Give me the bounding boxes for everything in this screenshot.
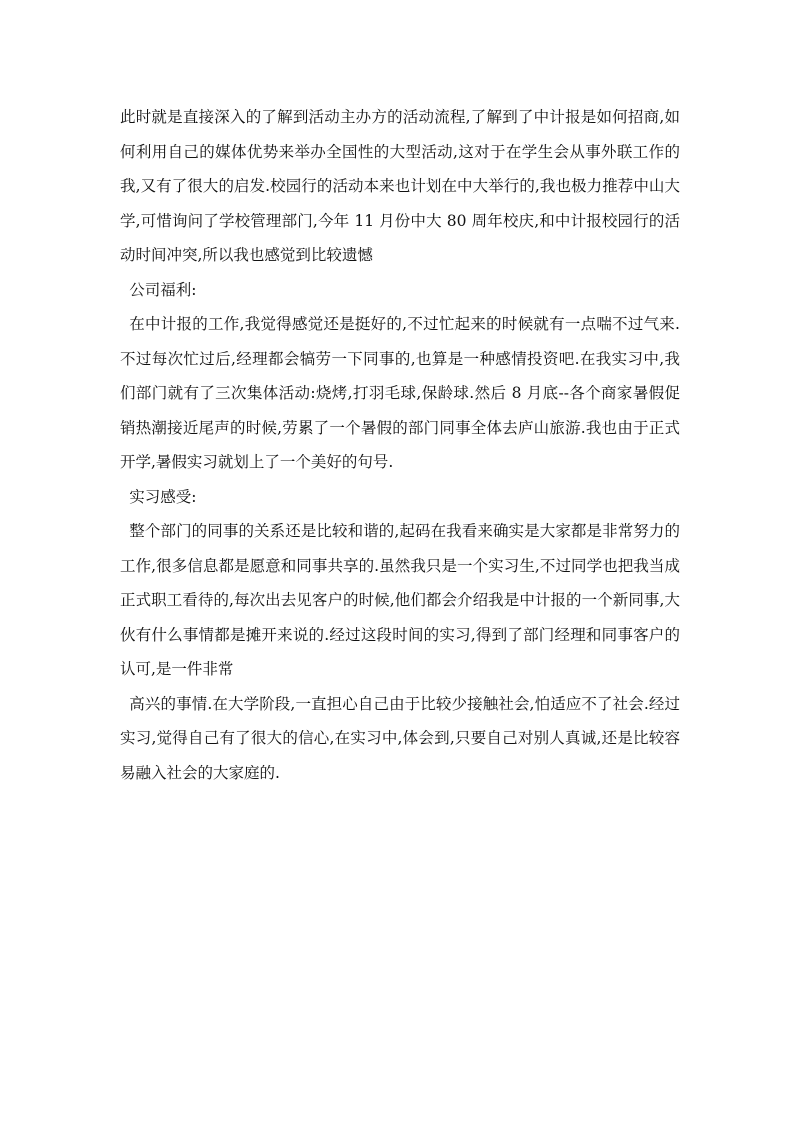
paragraph-intro: 此时就是直接深入的了解到活动主办方的活动流程,了解到了中计报是如何招商,如何利用自己的媒体优势来举办全国性的大型活动,这对于在学生会从事外联工作的我,又有了很大的启发.校园行的活动本来也计划在中大举行的,我也极力推荐中山大学,可惜询问了学校管理部门,今年 11 月份中大 80 周年校庆,和中计报校园行的活动时间冲突,所以我也感觉到比较遗憾 [120, 108, 680, 264]
paragraph-internship-feelings: 整个部门的同事的关系还是比较和谐的,起码在我看来确实是大家都是非常努力的工作,很多信息都是愿意和同事共享的.虽然我只是一个实习生,不过同学也把我当成正式职工看待的,每次出去见客户的时候,他们都会介绍我是中计报的一个新同事,大伙有什么事情都是摊开来说的.经过这段时间的实习,得到了部门经理和同事客户的认可,是一件非常 [120, 522, 680, 678]
heading-internship-feelings: 实习感受: [129, 487, 197, 506]
document-body [120, 100, 680, 790]
heading-company-benefits: 公司福利: [129, 280, 197, 299]
paragraph-company-benefits: 在中计报的工作,我觉得感觉还是挺好的,不过忙起来的时候就有一点喘不过气来.不过每次忙过后,经理都会犒劳一下同事的,也算是一种感情投资吧.在我实习中,我们部门就有了三次集体活动:烧烤,打羽毛球,保龄球.然后 8 月底--各个商家暑假促销热潮接近尾声的时候,劳累了一个暑假的部门同事全体去庐山旅游.我也由于正式开学,暑假实习就划上了一个美好的句号. [120, 315, 680, 471]
paragraph-conclusion: 高兴的事情.在大学阶段,一直担心自己由于比较少接触社会,怕适应不了社会.经过实习,觉得自己有了很大的信心,在实习中,体会到,只要自己对别人真诚,还是比较容易融入社会的大家庭的. [120, 694, 680, 782]
